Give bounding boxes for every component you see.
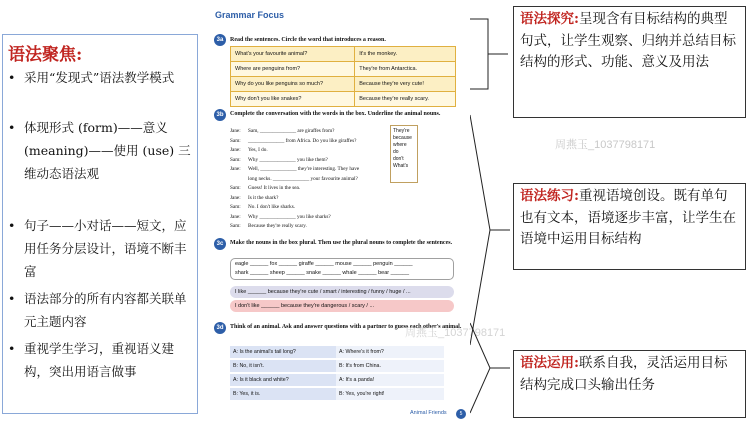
dialogue-bubble: B: It's from China. [336, 360, 444, 372]
dialogue-line: Sam: No. I don't like sharks. [230, 204, 296, 210]
table-row [231, 47, 456, 62]
exercise-number-badge: 3a [214, 34, 226, 46]
table-cell: They're from Antarctica. [355, 62, 456, 77]
sentence-frame-dislike: I don't like ______ because they're dangerous / scary / ... [230, 300, 454, 312]
bracket-connector [470, 14, 510, 94]
exercise-number-badge: 3b [214, 109, 226, 121]
table-cell: Why don't you like snakes? [231, 92, 355, 107]
bracket-connector [470, 110, 510, 350]
page-number: 5 [456, 409, 466, 419]
table-cell: Because they're really scary. [355, 92, 456, 107]
dialogue-line: Sam: Why ______________ you like them? [230, 156, 328, 163]
noun-box: eagle ______ fox ______ giraffe ______ mouse ______ penguin ______ shark ______ sheep ______ snake ______ whale ______ bear ______ [230, 258, 454, 280]
exercise-instruction: Make the nouns in the box plural. Then use the plural nouns to complete the sentences. [230, 240, 453, 246]
dialogue [230, 127, 359, 232]
dialogue-line: Sam: Guess! It lives in the sea. [230, 185, 301, 191]
left-panel-item: • 体现形式 (form)——意义 (meaning)——使用 (use) 三维动态语法观 [8, 120, 191, 181]
annotation-box-grammar-exploration: 语法探究:呈现含有目标结构的典型句式，让学生观察、归纳并总结目标结构的形式、功能、意义及用法 [513, 6, 746, 118]
textbook-footer: Animal Friends [410, 410, 447, 416]
left-panel-item: • 语法部分的所有内容都关联单元主题内容 [8, 291, 187, 329]
annotation-box-grammar-use: 语法运用:联系自我，灵活运用目标结构完成口头输出任务 [513, 350, 746, 418]
table-cell: Why do you like penguins so much? [231, 77, 355, 92]
exercise-number-badge: 3c [214, 238, 226, 250]
left-panel-title: 语法聚焦: [8, 45, 83, 65]
watermark: 周燕玉_1037798171 [405, 327, 506, 339]
exercise-instruction: Think of an animal. Ask and answer questions with a partner to guess each other's animal. [230, 324, 462, 330]
table-cell: Because they're very cute! [355, 77, 456, 92]
dialogue-line: long necks. ______________ your favourite animal? [248, 175, 358, 182]
dialogue-line: Jane: Why ______________ you like sharks? [230, 213, 331, 220]
table-cell: What's your favourite animal? [231, 47, 355, 62]
exercise-instruction: Read the sentences. Circle the word that introduces a reason. [230, 37, 386, 43]
left-panel-item: • 句子——小对话——短文，应用任务分层设计，语境不断丰富 [8, 218, 187, 279]
dialogue-line: Sam: Because they're really scary. [230, 223, 307, 229]
annotation-box-grammar-practice: 语法练习:重视语境创设。既有单句也有文本，语境逐步丰富，让学生在语境中运用目标结构 [513, 183, 746, 270]
dialogue-line: Jane: Well, ______________ they're interesting. They have [230, 166, 360, 172]
table-row [231, 92, 456, 107]
word-box: They're because where do don't What's [390, 125, 418, 183]
dialogue-bubble: B: Yes, it is. [230, 388, 338, 400]
bracket-connector [470, 318, 510, 418]
watermark: 周燕玉_1037798171 [555, 139, 656, 151]
dialogue-line: Sam: ______________ from Africa. Do you like giraffes? [230, 137, 357, 144]
left-panel-item: • 采用“发现式”语法教学模式 [8, 70, 175, 85]
dialogue-line: Jane: Yes, I do. [230, 147, 268, 153]
left-panel-item: • 重视学生学习，重视语义建构，突出用语言做事 [8, 341, 175, 379]
table-cell: Where are penguins from? [231, 62, 355, 77]
dialogue-bubble: A: Is it black and white? [230, 374, 338, 386]
dialogue-bubble: B: Yes, you're right! [336, 388, 444, 400]
grammar-table [230, 46, 456, 107]
table-row [231, 77, 456, 92]
dialogue-bubble: A: It's a panda! [336, 374, 444, 386]
dialogue-bubble: B: No, it isn't. [230, 360, 338, 372]
dialogue-line: Jane: Is it the shark? [230, 194, 279, 201]
dialogue-bubble: A: Is the animal's tail long? [230, 346, 338, 358]
exercise-instruction: Complete the conversation with the words in the box. Underline the animal nouns. [230, 111, 441, 117]
dialogue-line: Jane: Sam, ______________ are giraffes from? [230, 128, 335, 134]
sentence-frame-like: I like ______ because they're cute / smart / interesting / funny / huge / ... [230, 286, 454, 298]
table-row [231, 62, 456, 77]
dialogue-bubble: A: Where's it from? [336, 346, 444, 358]
table-cell: It's the monkey. [355, 47, 456, 62]
textbook-section-title: Grammar Focus [215, 10, 285, 20]
exercise-number-badge: 3d [214, 322, 226, 334]
